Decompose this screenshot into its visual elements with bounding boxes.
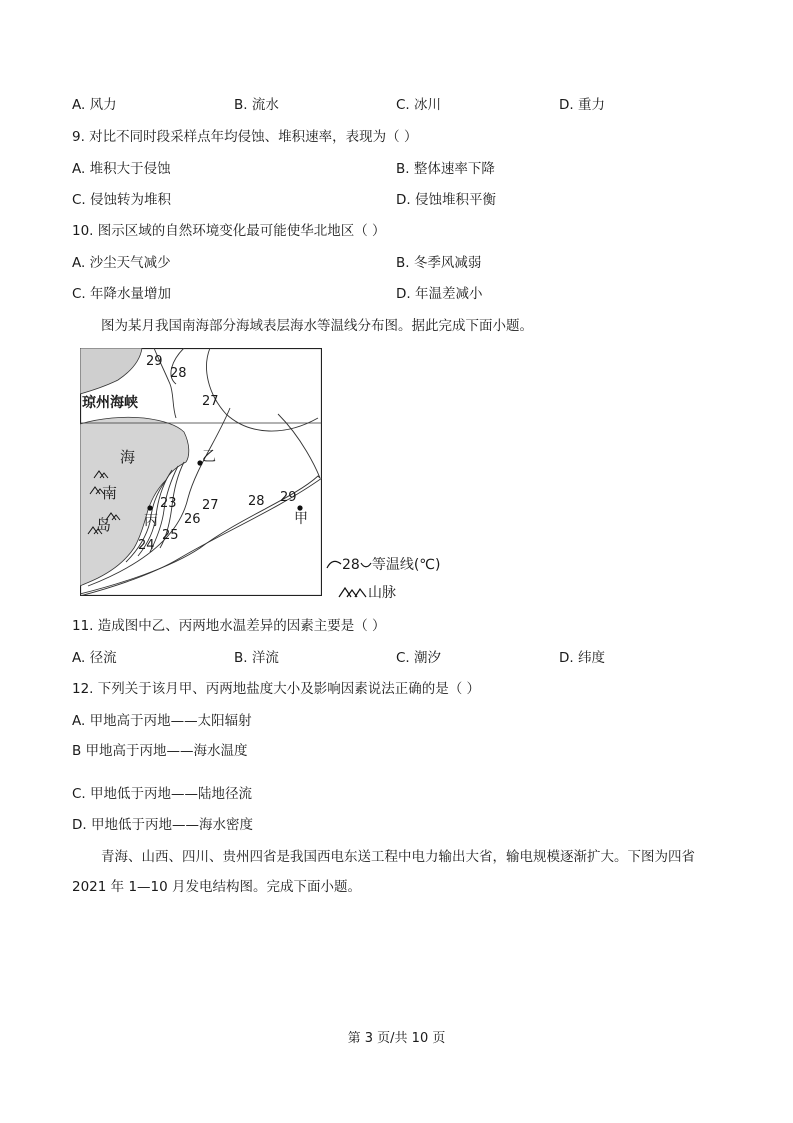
legend-mountain-text: 山脉: [368, 585, 396, 601]
q12-option-b: B 甲地高于丙地——海水温度: [72, 743, 248, 759]
q12-option-d: D. 甲地低于丙地——海水密度: [72, 817, 253, 833]
q8-option-a: A. 风力: [72, 97, 117, 113]
point-jia-label: 甲: [294, 511, 308, 527]
q9-option-b: B. 整体速率下降: [396, 161, 495, 177]
q8-option-c: C. 冰川: [396, 97, 442, 113]
legend-isotherm-value: 28: [342, 557, 360, 573]
q9-option-d: D. 侵蚀堆积平衡: [396, 192, 496, 208]
q10-option-b: B. 冬季风减弱: [396, 255, 482, 271]
q11-option-d: D. 纬度: [559, 650, 605, 666]
isotherm-label: 25: [162, 528, 179, 543]
isotherm-line-icon: [360, 559, 372, 569]
legend-isotherm: [326, 554, 440, 574]
q9-option-c: C. 侵蚀转为堆积: [72, 192, 172, 208]
island-label-dao: 岛: [96, 516, 112, 534]
q9-option-a: A. 堆积大于侵蚀: [72, 161, 171, 177]
q10-option-d: D. 年温差减小: [396, 286, 483, 302]
point-yi-label: 乙: [202, 449, 216, 465]
q11-option-c: C. 潮汐: [396, 650, 442, 666]
q10-option-a: A. 沙尘天气减少: [72, 255, 171, 271]
q11-option-a: A. 径流: [72, 650, 117, 666]
strait-label: 琼州海峡: [82, 395, 138, 411]
q12-option-a: A. 甲地高于丙地——太阳辐射: [72, 713, 252, 729]
isotherm-label: 26: [184, 512, 201, 527]
page-footer: 第 3 页/共 10 页: [347, 1031, 446, 1046]
isotherm-label: 23: [160, 496, 177, 511]
q12-stem: 12. 下列关于该月甲、丙两地盐度大小及影响因素说法正确的是（ ）: [72, 681, 481, 697]
power-intro-line-2: 2021 年 1—10 月发电结构图。完成下面小题。: [72, 879, 361, 895]
power-intro-line-1: 青海、山西、四川、贵州四省是我国西电东送工程中电力输出大省，输电规模逐渐扩大。下图为四省: [101, 849, 695, 865]
legend-isotherm-text: 等温线(℃): [371, 557, 441, 573]
q10-option-c: C. 年降水量增加: [72, 286, 172, 302]
island-label-hai: 海: [120, 448, 136, 466]
isotherm-label: 24: [138, 538, 155, 553]
q9-stem: 9. 对比不同时段采样点年均侵蚀、堆积速率，表现为（ ）: [72, 129, 418, 145]
isotherm-map: [80, 348, 322, 596]
q8-option-d: D. 重力: [559, 97, 605, 113]
isotherm-label: 28: [170, 366, 187, 381]
q11-option-b: B. 洋流: [234, 650, 279, 666]
isotherm-label: 27: [202, 394, 219, 409]
point-bing-label: 丙: [144, 513, 158, 529]
isotherm-line-icon: [326, 558, 342, 570]
isotherm-label: 29: [146, 354, 163, 369]
isotherm-label: 28: [248, 494, 265, 509]
q11-stem: 11. 造成图中乙、丙两地水温差异的因素主要是（ ）: [72, 618, 386, 634]
q12-option-c: C. 甲地低于丙地——陆地径流: [72, 786, 253, 802]
isotherm-label: 27: [202, 498, 219, 513]
mountain-icon: [338, 586, 368, 598]
isotherm-label: 29: [280, 490, 297, 505]
island-label-nan: 南: [102, 484, 118, 502]
q10-stem: 10. 图示区域的自然环境变化最可能使华北地区（ ）: [72, 223, 386, 239]
q8-option-b: B. 流水: [234, 97, 279, 113]
legend-mountain: [338, 582, 396, 602]
map-intro-text: 图为某月我国南海部分海域表层海水等温线分布图。据此完成下面小题。: [101, 318, 533, 334]
